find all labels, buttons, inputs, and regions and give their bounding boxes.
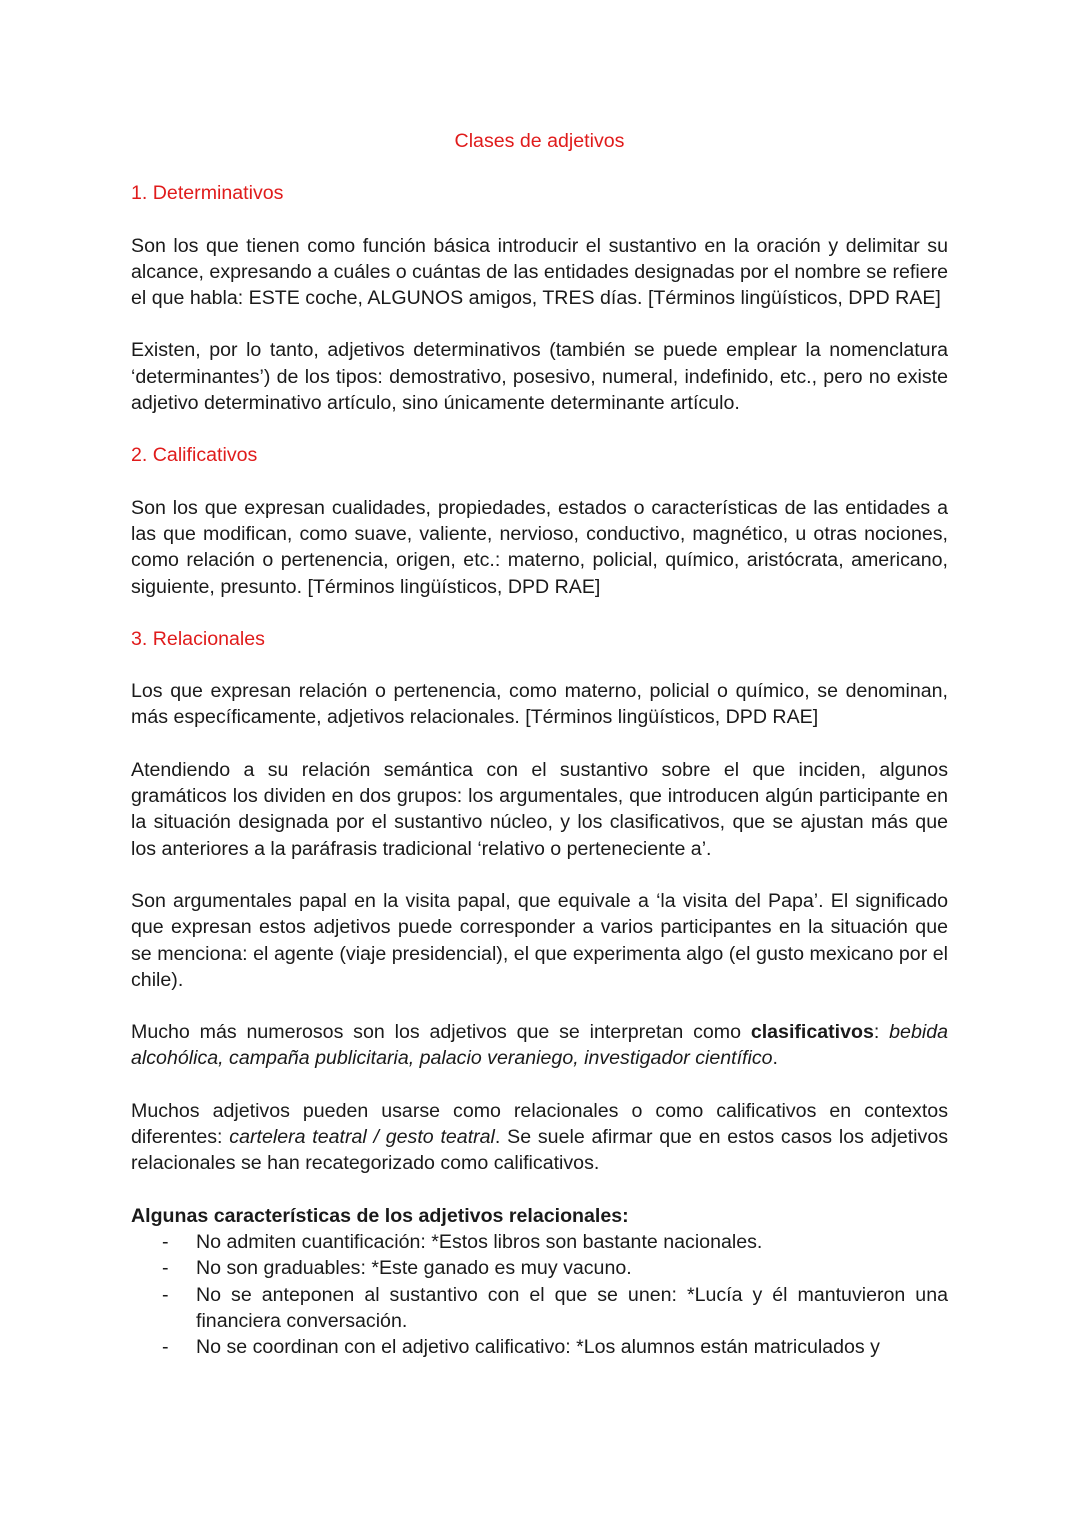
bold-term: clasificativos xyxy=(750,1021,874,1044)
section-heading-determinativos: 1. Determinativos xyxy=(131,182,284,205)
paragraph: Son los que tienen como función básica introducir el sustantivo en la oración y delimitar su alcance, expresando a cuáles o cuántas de las entidades designadas por el nombre se refiere el que habla: ESTE coche, ALGUNOS amigos, TRES días. [Términos lingüísticos, DPD RAE] xyxy=(131,234,948,310)
characteristics-list xyxy=(131,1229,948,1360)
text-span: Mucho más numerosos son los adjetivos que se interpretan como xyxy=(131,1021,751,1044)
section-heading-relacionales: 3. Relacionales xyxy=(131,627,265,650)
paragraph: Atendiendo a su relación semántica con el sustantivo sobre el que inciden, algunos gramáticos los dividen en dos grupos: los argumentales, que introducen algún participante en la situación designada por el sustantivo núcleo, y los clasificativos, que se ajustan más que los anteriores a la paráfrasis tradicional ‘relativo o perteneciente a’. xyxy=(131,758,948,860)
text-span: . xyxy=(772,1047,778,1070)
characteristics-title: Algunas características de los adjetivos relacionales: xyxy=(131,1204,629,1227)
paragraph: Existen, por lo tanto, adjetivos determinativos (también se puede emplear la nomenclatura ‘determinantes’) de los tipos: demostrativo, posesivo, numeral, indefinido, etc., pero no existe adjetivo determinativo artículo, sino únicamente determinante artículo. xyxy=(131,339,948,415)
section-heading-calificativos: 2. Calificativos xyxy=(131,444,258,467)
dash-bullet: - xyxy=(162,1336,169,1359)
page-title: Clases de adjetivos xyxy=(454,130,625,152)
paragraph: Son argumentales papal en la visita papal, que equivale a ‘la visita del Papa’. El significado que expresan estos adjetivos puede corresponder a varios participantes en la situación que se menciona: el agente (viaje presidencial), el que experimenta algo (el gusto mexicano por el chile). xyxy=(131,889,948,991)
text-span: : xyxy=(873,1021,890,1044)
document-page xyxy=(131,128,948,1360)
text-span: Muchos adjetivos pueden usarse como relacionales o como calificativos en contextos diferentes: xyxy=(131,1099,948,1149)
list-item xyxy=(131,1282,948,1335)
list-item xyxy=(131,1334,948,1360)
paragraph: Los que expresan relación o pertenencia, como materno, policial o químico, se denominan, más específicamente, adjetivos relacionales. [Términos lingüísticos, DPD RAE] xyxy=(131,680,948,729)
list-item-text: No admiten cuantificación: *Estos libros son bastante nacionales. xyxy=(196,1230,763,1253)
paragraph-clasificativos xyxy=(131,1019,948,1072)
list-item-text: No se anteponen al sustantivo con el que se unen: *Lucía y él mantuvieron una financiera conversación. xyxy=(196,1283,948,1332)
text-span: . Se suele afirmar que en estos casos los adjetivos relacionales se han recategorizado como calificativos. xyxy=(131,1126,949,1175)
list-item-text: No se coordinan con el adjetivo calificativo: *Los alumnos están matriculados y xyxy=(196,1336,880,1359)
paragraph-recategorizacion xyxy=(131,1098,948,1177)
list-item xyxy=(131,1255,948,1281)
dash-bullet: - xyxy=(162,1283,169,1306)
dash-bullet: - xyxy=(162,1257,169,1280)
italic-examples: cartelera teatral / gesto teatral xyxy=(229,1126,495,1149)
italic-examples: bebida alcohólica, campaña publicitaria, palacio veraniego, investigador científico xyxy=(131,1021,948,1070)
dash-bullet: - xyxy=(162,1230,169,1253)
list-item xyxy=(131,1229,948,1255)
list-item-text: No son graduables: *Este ganado es muy vacuno. xyxy=(196,1257,632,1280)
paragraph: Son los que expresan cualidades, propiedades, estados o características de las entidades a las que modifican, como suave, valiente, nervioso, conductivo, magnético, u otras nociones, como relación o pertenencia, origen, etc.: materno, policial, químico, aristócrata, americano, siguiente, presunto. [Términos lingüísticos, DPD RAE] xyxy=(131,496,948,598)
